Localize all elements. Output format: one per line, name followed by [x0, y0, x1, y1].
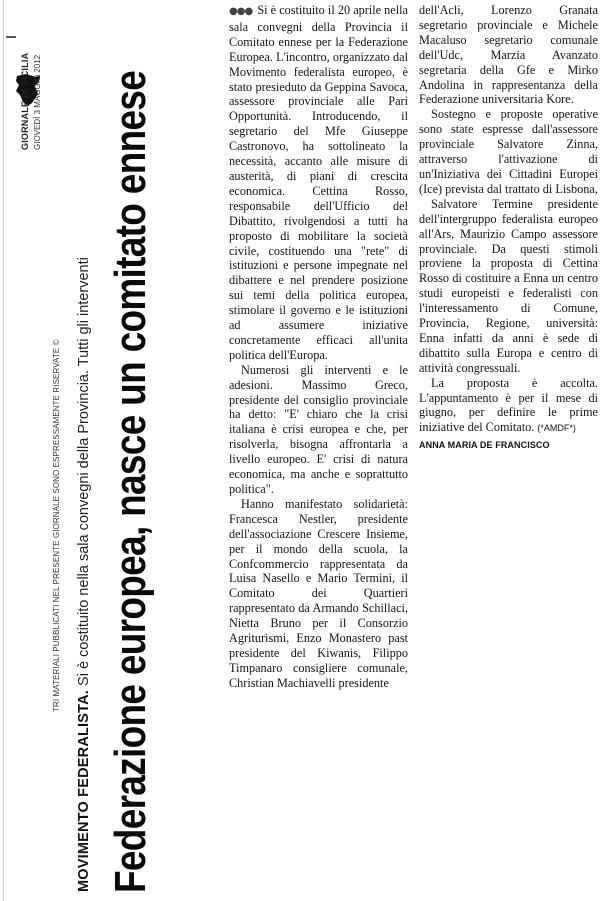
signoff: (*AMDF*) [537, 423, 576, 434]
paragraph: Numerosi gli interventi e le adesioni. Massimo Greco, presidente del consiglio provinciale ha detto: "E' chiaro che la crisi italiana è crisi europea e che, per risolverla, bisogna affrontarla a livello europeo. E' crisi di natura economica, ma anche e soprattutto politica". [229, 362, 408, 496]
page-edge-rule [3, 0, 4, 901]
margin-tick-mark [6, 36, 16, 38]
paragraph: Hanno manifestato solidarietà: Francesca Nestler, presidente dell'associazione Crescere Insieme, per il mondo della scuola, la Confcommercio rappresentata da Luisa Nasello e Mario Termini, il Comitato dei Quartieri rappresentato da Armando Schillaci, Nietta Bruno per il Consorzio Agriturismi, Enzo Monastero past presidente del Kiwanis, Filippo Timpanaro consigliere comunale, Christian Machiavelli presidente [229, 496, 408, 690]
paragraph [229, 3, 408, 363]
article-column-1 [229, 3, 408, 691]
byline: ANNA MARIA DE FRANCISCO [419, 440, 550, 451]
kicker-row [76, 257, 92, 892]
masthead-date: GIOVEDÌ 3 MAGGIO 2012 [33, 54, 42, 150]
paragraph: Sostegno e proposte operative sono state espresse dall'assessore provinciale Salvatore Zinna, attraverso l'attivazione di un'Iniziativa dei Cittadini Europei (Ice) prevista dal trattato di Lisbona, [419, 107, 598, 196]
rights-notice: TRI MATERIALI PUBBLICATI NEL PRESENTE GIORNALE SONO ESPRESSAMENTE RISERVATE © [52, 339, 61, 712]
masthead-name: GIORNALE DI SICILIA [20, 52, 30, 150]
paragraph-text: La proposta è accolta. L'appuntamento è per il mese di giugno, per definire le prime iniziative del Comitato. [419, 375, 598, 435]
kicker: MOVIMENTO FEDERALISTA. [76, 689, 92, 892]
headline: Federazione europea, nasce un comitato ennese [106, 70, 155, 893]
lead-bullets-icon: ●●● [229, 6, 253, 17]
article-column-2 [419, 3, 598, 453]
paragraph [419, 376, 598, 437]
paragraph: dell'Acli, Lorenzo Granata segretario provinciale e Michele Macaluso segretario comunale dell'Udc, Marzia Avanzato segretaria della Gfe e Mirko Andolina in rappresentanza della Federazione universitaria Kore. [419, 3, 598, 107]
paragraph-text: Si è costituito il 20 aprile nella sala convegni della Provincia il Comitato ennese per la Federazione Europea. L'incontro, organizzato dal Movimento federalista europeo, è stato presieduto da Geppina Savoca, assessore provinciale alle Pari Opportunità. Introducendo, il segretario del Mfe Giuseppe Castronovo, ha sottolineato la necessità, accanto alle misure di austerità, di piani di crescita economica. Cettina Rosso, responsabile dell'Ufficio del Dibattito, rivolgendosi a tutti ha proposto di mobilitare la società civile, costituendo una "rete" di istituzioni e persone impegnate nel dibattere e nel prendere posizione sui temi della politica europea, stimolare il governo e le istituzioni ad assumere iniziative concretamente efficaci all'unita politica dell'Europa. [229, 3, 408, 362]
paragraph: Salvatore Termine presidente dell'intergruppo federalista europeo all'Ars, Maurizio Campo assessore provinciale. Da questi stimoli proviene la proposta di Cettina Rosso di costituire a Enna un centro studi europeisti e federalisti con l'interessamento di Comune, Provincia, Regione, università: Enna infatti da anni è sede di dibattito sulla Europa e centro di attività congressuali. [419, 196, 598, 375]
summary-line: Si è costituito nella sala convegni della Provincia. Tutti gli interventi [76, 257, 92, 686]
